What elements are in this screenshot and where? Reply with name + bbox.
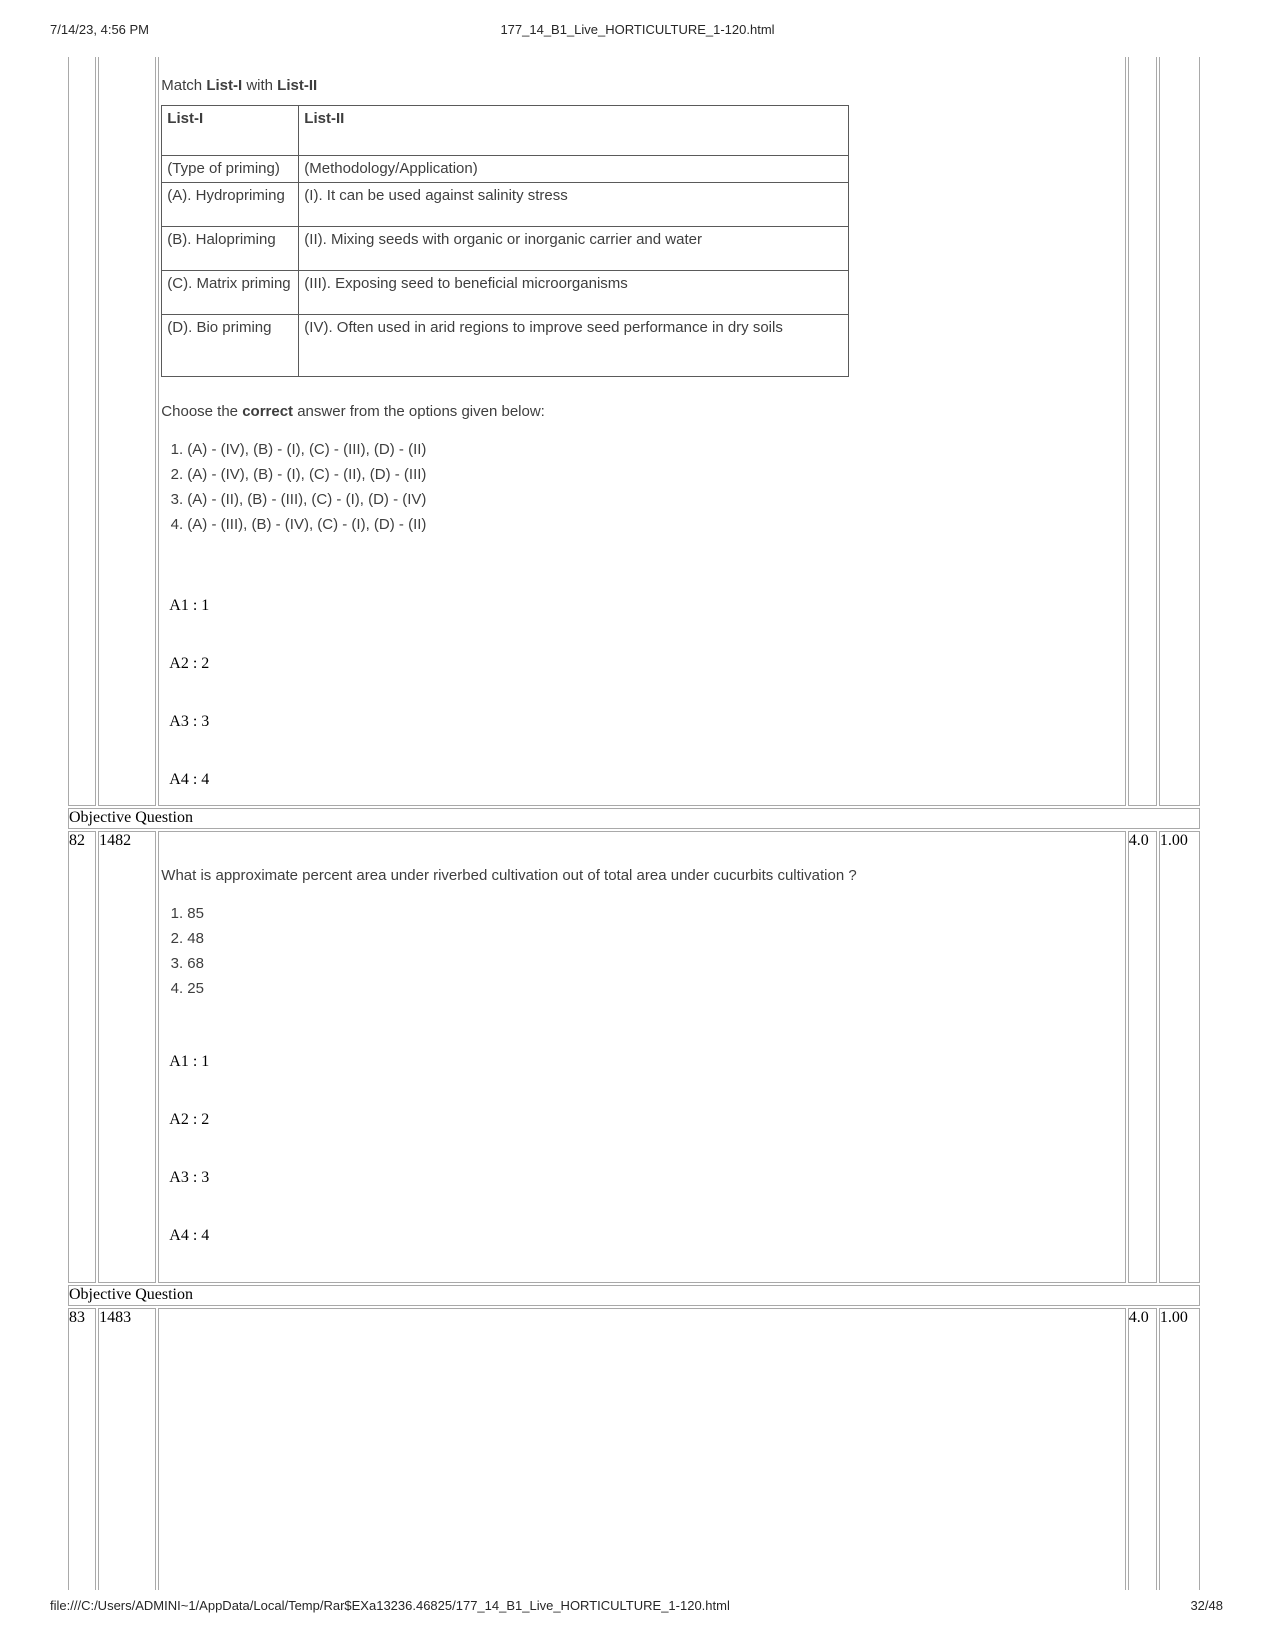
option-item: 4. 25 [187,976,1124,1001]
choose-instruction [161,402,1124,422]
option-item: 2. 48 [187,926,1124,951]
match-table-cell: (Type of priming) [162,156,299,183]
match-table-cell: (IV). Often used in arid regions to improve seed performance in dry soils [299,315,849,377]
question-82-marks-wrong: 1.00 [1159,831,1200,1283]
objective-question-label: Objective Question [68,808,1200,829]
print-header-title: 177_14_B1_Live_HORTICULTURE_1-120.html [500,22,775,37]
question-81-content-cell [158,57,1125,806]
option-item: 1. 85 [187,901,1124,926]
question-81-options-list [159,437,1124,537]
answer-line-a4: A4 : 4 [169,1227,210,1244]
answer-line-a1: A1 : 1 [169,597,210,614]
table-row [162,183,849,227]
objective-question-label: Objective Question [68,1285,1200,1306]
match-prefix: Match [161,77,207,94]
match-list2-bold: List-II [277,77,318,94]
question-81-number-cell [68,57,96,806]
question-82-id: 1482 [98,831,156,1283]
answer-line-a2: A2 : 2 [169,1111,210,1128]
choose-correct-bold: correct [242,403,294,420]
question-81-row [68,57,1200,806]
match-list-table [161,105,849,377]
print-header-datetime: 7/14/23, 4:56 PM [50,22,150,37]
objective-question-row [68,1285,1200,1306]
objective-question-row [68,808,1200,829]
print-footer-page-number: 32/48 [1190,1598,1223,1613]
option-item: 3. (A) - (II), (B) - (III), (C) - (I), (D) - (IV) [187,487,1124,512]
choose-suffix: answer from the options given below: [293,403,545,420]
match-table-header-list1: List-I [162,106,299,156]
question-82-options-list [159,901,1124,1001]
question-81-marks-correct-cell [1128,57,1157,806]
question-83-content-cell [158,1308,1125,1590]
match-instruction [161,76,1124,96]
table-row [162,227,849,271]
question-83-marks-wrong: 1.00 [1159,1308,1200,1590]
answer-line-a3: A3 : 3 [169,713,210,730]
question-82-text: What is approximate percent area under riverbed cultivation out of total area under cucurbits cultivation ? [161,867,857,884]
answer-line-a4: A4 : 4 [169,771,210,788]
question-81-id-cell [98,57,156,806]
question-table [66,55,1202,1590]
match-table-cell: (I). It can be used against salinity stress [299,183,849,227]
match-table-header-list2: List-II [299,106,849,156]
match-table-cell: (B). Halopriming [162,227,299,271]
question-81-marks-wrong-cell [1159,57,1200,806]
question-82-marks-correct: 4.0 [1128,831,1157,1283]
option-item: 1. (A) - (IV), (B) - (I), (C) - (III), (D) - (II) [187,437,1124,462]
table-row [162,156,849,183]
question-83-id: 1483 [98,1308,156,1590]
option-item: 2. (A) - (IV), (B) - (I), (C) - (II), (D) - (III) [187,462,1124,487]
match-table-cell: (D). Bio priming [162,315,299,377]
question-82-content-cell [158,831,1125,1283]
question-table-region [66,55,1208,1590]
match-middle: with [242,77,278,94]
match-table-cell: (Methodology/Application) [299,156,849,183]
option-item: 4. (A) - (III), (B) - (IV), (C) - (I), (D) - (II) [187,512,1124,537]
answer-line-a1: A1 : 1 [169,1053,210,1070]
option-item: 3. 68 [187,951,1124,976]
answer-line-a2: A2 : 2 [169,655,210,672]
match-table-cell: (II). Mixing seeds with organic or inorganic carrier and water [299,227,849,271]
question-82-row [68,831,1200,1283]
answer-line-a3: A3 : 3 [169,1169,210,1186]
question-82-number: 82 [68,831,96,1283]
match-table-cell: (III). Exposing seed to beneficial microorganisms [299,271,849,315]
question-83-number: 83 [68,1308,96,1590]
match-table-cell: (C). Matrix priming [162,271,299,315]
question-83-marks-correct: 4.0 [1128,1308,1157,1590]
table-row [162,271,849,315]
print-footer-filepath: file:///C:/Users/ADMINI~1/AppData/Local/Temp/Rar$EXa13236.46825/177_14_B1_Live_HORTICULTURE_1-120.html [50,1598,730,1613]
table-row [162,106,849,156]
match-table-cell: (A). Hydropriming [162,183,299,227]
table-row [162,315,849,377]
match-list1-bold: List-I [206,77,243,94]
choose-prefix: Choose the [161,403,243,420]
question-83-row [68,1308,1200,1590]
